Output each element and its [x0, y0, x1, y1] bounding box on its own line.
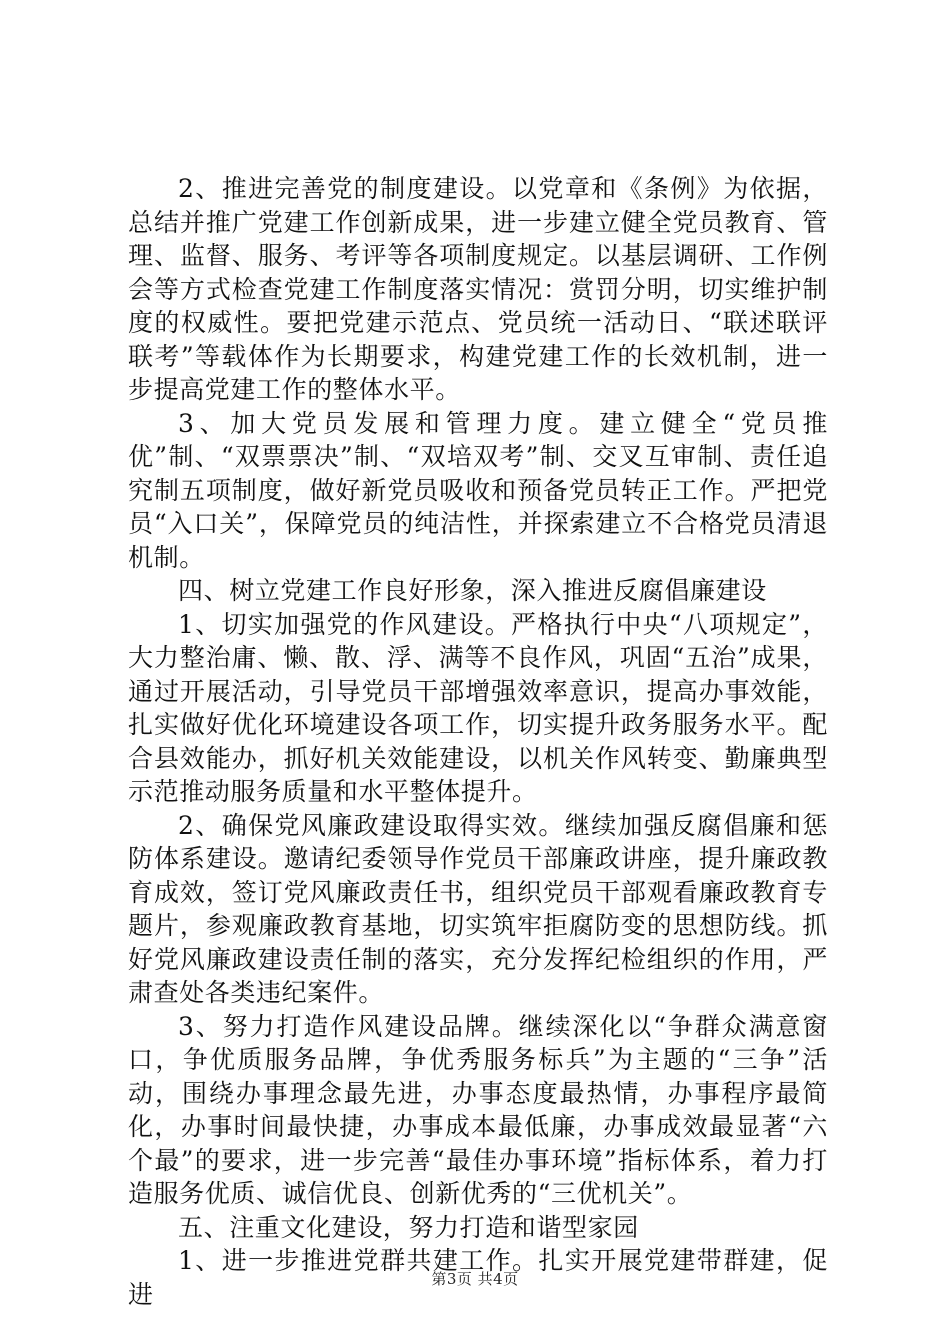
page-indicator: 第3页 共4页 [431, 1270, 519, 1288]
paragraph-member-development: 3、加大党员发展和管理力度。建立健全“党员推优”制、“双票票决”制、“双培双考”制、交叉互审制、责任追究制五项制度，做好新党员吸收和预备党员转正工作。严把党员“入口关”，保障党员的纯洁性，并探索建立不合格党员清退机制。 [128, 408, 828, 572]
section-heading-culture: 五、注重文化建设，努力打造和谐型家园 [178, 1212, 639, 1242]
paragraph-work-style: 1、切实加强党的作风建设。严格执行中央“八项规定”，大力整治庸、懒、散、浮、满等不良作风，巩固“五治”成果，通过开展活动，引导党员干部增强效率意识，提高办事效能，扎实做好优化环境建设各项工作，切实提升政务服务水平。配合县效能办，抓好机关效能建设，以机关作风转变、勤廉典型示范推动服务质量和水平整体提升。 [128, 609, 828, 806]
paragraph-party-mass-building: 1、进一步推进党群共建工作。扎实开展党建带群建，促进 [128, 1246, 828, 1309]
paragraph-institution-building: 2、推进完善党的制度建设。以党章和《条例》为依据，总结并推广党建工作创新成果，进一步建立健全党员教育、管理、监督、服务、考评等各项制度规定。以基层调研、工作例会等方式检查党建工作制度落实情况：赏罚分明，切实维护制度的权威性。要把党建示范点、党员统一活动日、“联述联评联考”等载体作为长期要求，构建党建工作的长效机制，进一步提高党建工作的整体水平。 [128, 174, 828, 404]
section-heading-anti-corruption: 四、树立党建工作良好形象，深入推进反腐倡廉建设 [178, 576, 767, 605]
paragraph-clean-governance: 2、确保党风廉政建设取得实效。继续加强反腐倡廉和惩防体系建设。邀请纪委领导作党员干部廉政讲座，提升廉政教育成效，签订党风廉政责任书，组织党员干部观看廉政教育专题片，参观廉政教育基地，切实筑牢拒腐防变的思想防线。抓好党风廉政建设责任制的落实，充分发挥纪检组织的作用，严肃查处各类违纪案件。 [128, 810, 828, 1007]
paragraph-service-brand: 3、努力打造作风建设品牌。继续深化以“争群众满意窗口，争优质服务品牌，争优秀服务标兵”为主题的“三争”活动，围绕办事理念最先进，办事态度最热情，办事程序最简化，办事时间最快捷，办事成本最低廉，办事成效最显著“六个最”的要求，进一步完善“最佳办事环境”指标体系，着力打造服务优质、诚信优良、创新优秀的“三优机关”。 [128, 1011, 828, 1208]
document-body [128, 172, 828, 1311]
